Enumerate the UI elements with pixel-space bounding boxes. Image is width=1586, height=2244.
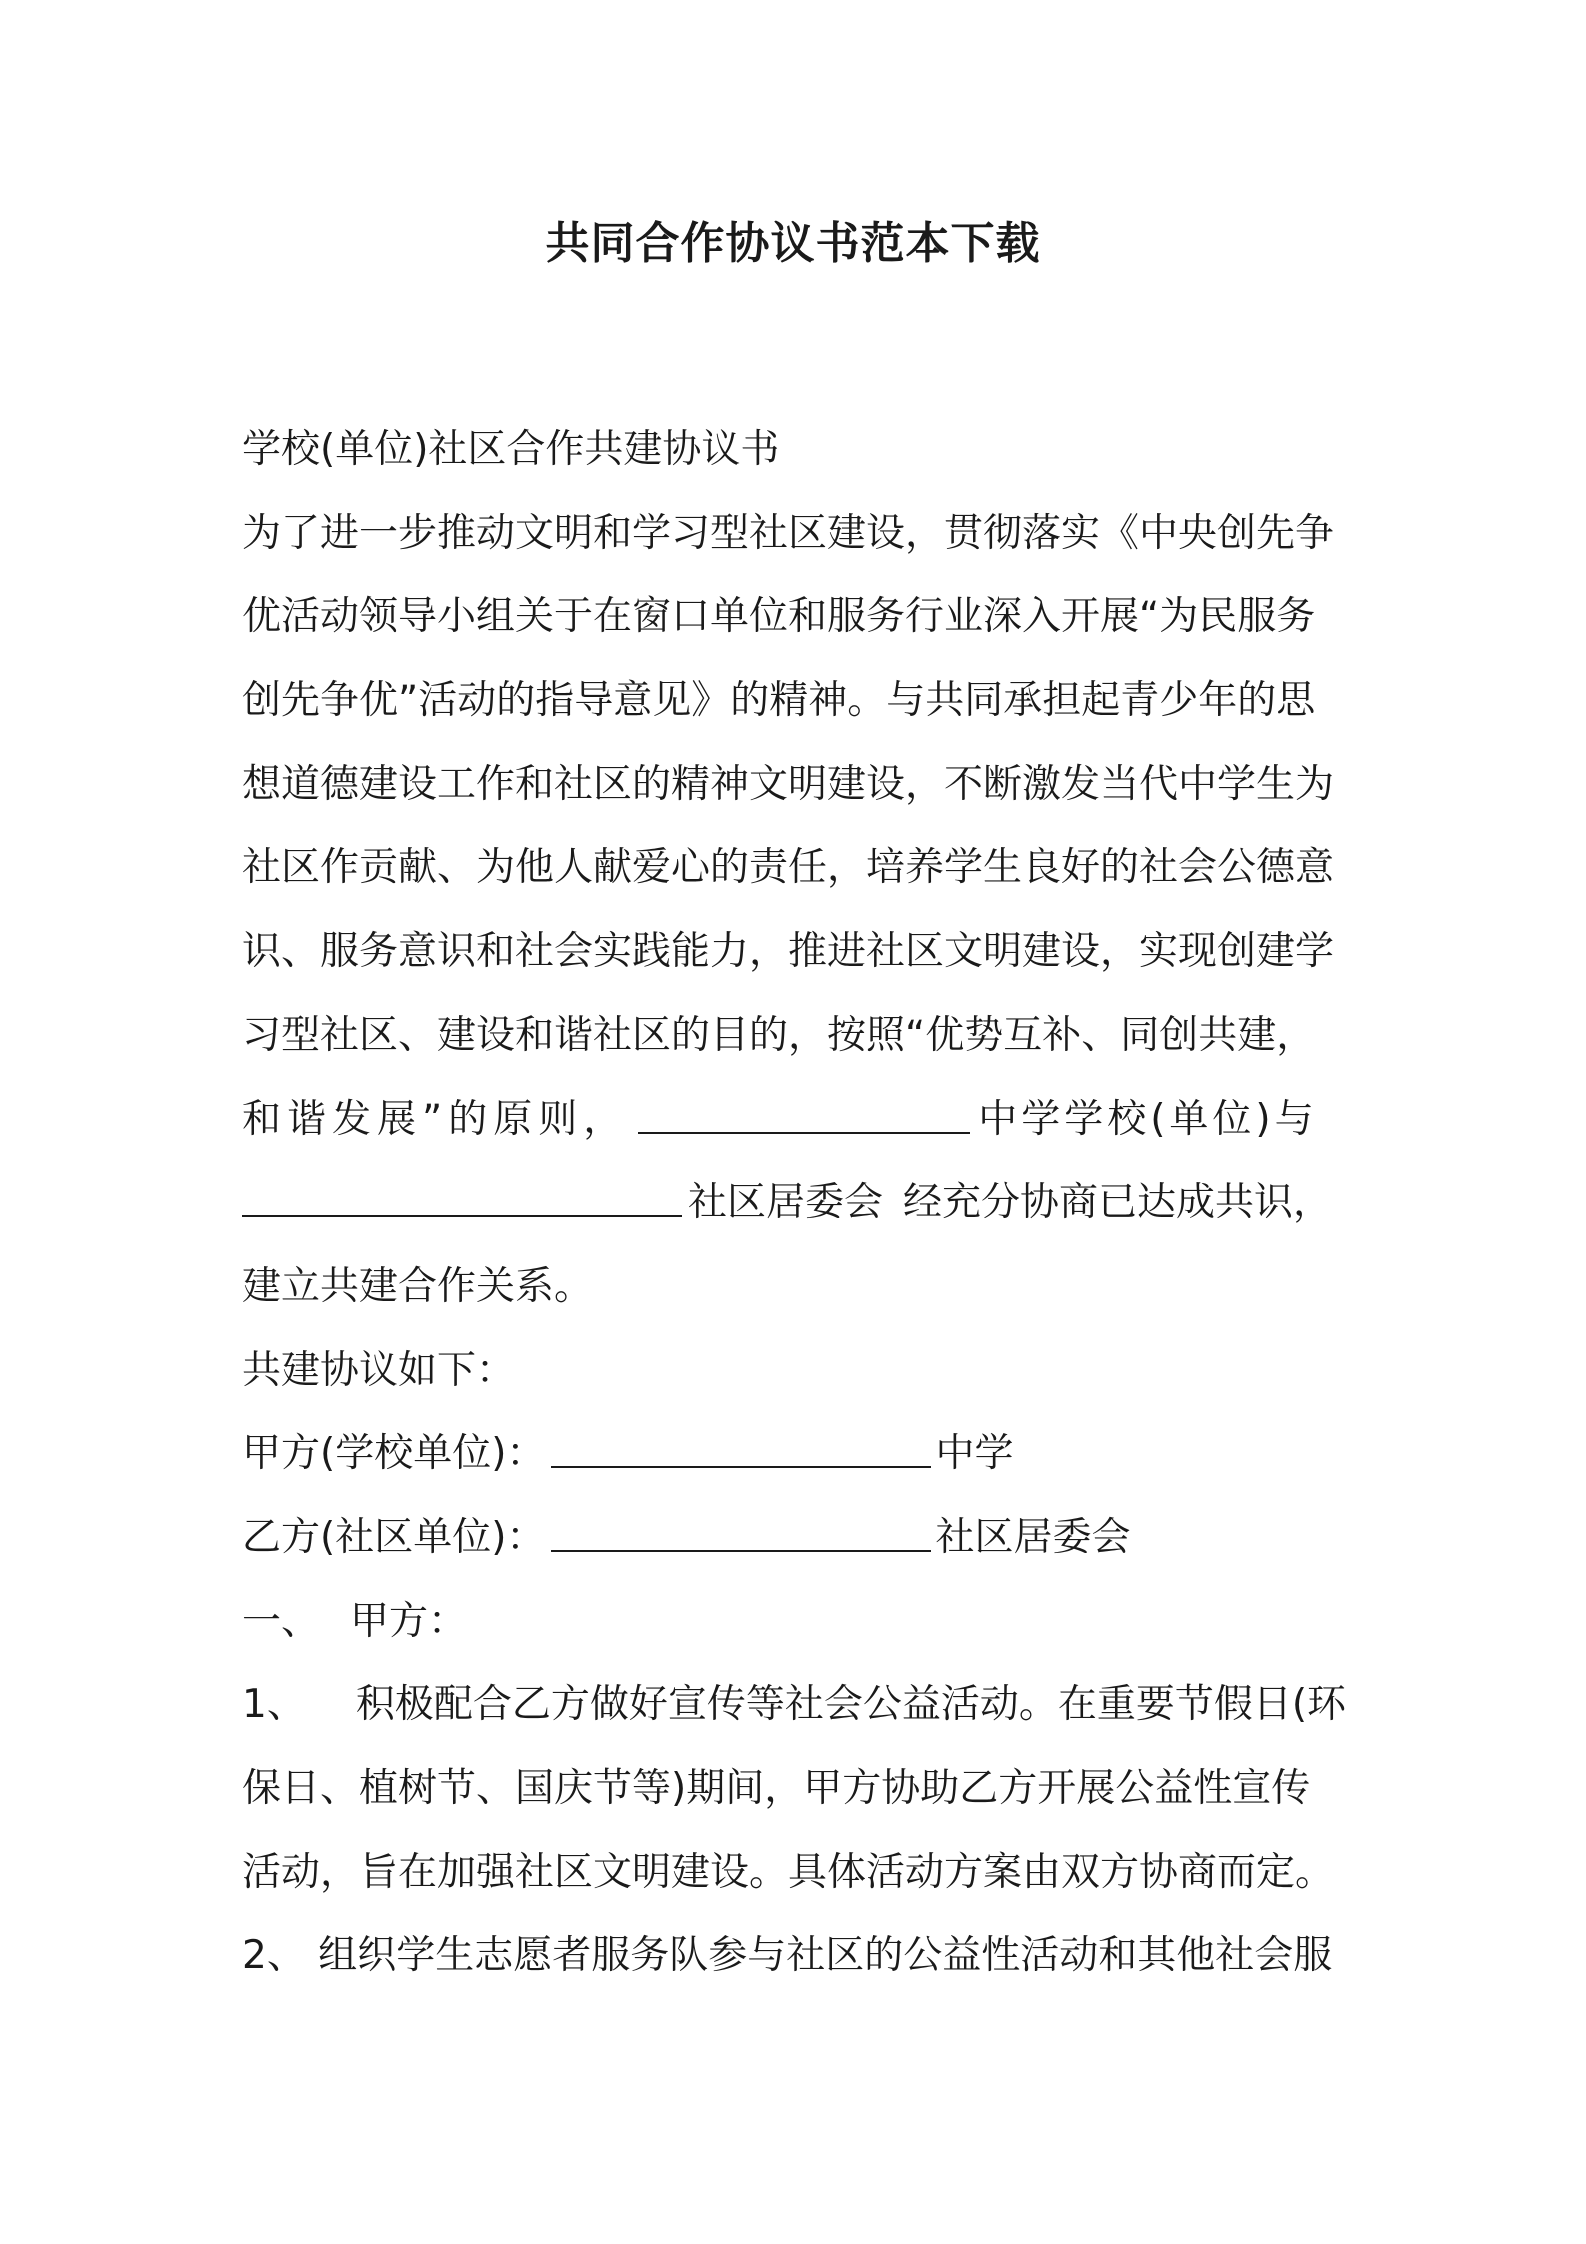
consensus-text: 经充分协商已达成共识，: [903, 1180, 1333, 1226]
party-a-blank: [551, 1432, 931, 1468]
paragraph-line-9: [242, 1161, 1352, 1245]
school-name-blank: [638, 1098, 970, 1134]
paragraph-line-3: 创先争优”活动的指导意见》的精神。与共同承担起青少年的思: [242, 678, 1316, 724]
paragraph-line-8: [242, 1078, 1352, 1162]
paragraph-line-1: 为了进一步推动文明和学习型社区建设，贯彻落实《中央创先争: [242, 510, 1335, 556]
principle-text: 和谐发展”的原则，: [242, 1096, 629, 1142]
item-1-number: 1、: [242, 1682, 306, 1728]
party-a-line: [242, 1412, 1352, 1496]
community-name-blank: [242, 1181, 682, 1217]
agreement-intro: 共建协议如下：: [242, 1347, 516, 1393]
document-title: 共同合作协议书范本下载: [545, 218, 1041, 269]
section-one-number: 一、: [242, 1598, 321, 1644]
paragraph-line-10: 建立共建合作关系。: [242, 1263, 594, 1309]
school-suffix-text: 中学学校(单位)与: [978, 1096, 1318, 1142]
item-2-line-1: 2、 组织学生志愿者服务队参与社区的公益性活动和其他社会服: [242, 1933, 1333, 1979]
section-one-label: 甲方：: [350, 1598, 468, 1644]
paragraph-line-5: 社区作贡献、为他人献爱心的责任，培养学生良好的社会公德意: [242, 845, 1335, 891]
paragraph-line-6: 识、服务意识和社会实践能力，推进社区文明建设，实现创建学: [242, 929, 1335, 975]
subtitle: 学校(单位)社区合作共建协议书: [242, 427, 780, 472]
item-1-text: 积极配合乙方做好宣传等社会公益活动。在重要节假日(环: [355, 1682, 1347, 1728]
party-b-label: 乙方(社区单位)：: [242, 1514, 546, 1560]
party-a-suffix: 中学: [935, 1431, 1014, 1477]
item-1-line-2: 保日、植树节、国庆节等)期间，甲方协助乙方开展公益性宣传: [242, 1766, 1311, 1811]
section-one-heading: [242, 1580, 1352, 1664]
committee-text: 社区居委会: [688, 1180, 884, 1226]
party-b-line: [242, 1496, 1352, 1580]
item-1-line-1: [242, 1663, 1352, 1747]
paragraph-line-7: 习型社区、建设和谐社区的目的，按照“优势互补、同创共建，: [242, 1012, 1316, 1058]
party-b-blank: [551, 1516, 931, 1552]
paragraph-line-2: 优活动领导小组关于在窗口单位和服务行业深入开展“为民服务: [242, 594, 1316, 640]
party-b-suffix: 社区居委会: [935, 1514, 1131, 1560]
document-body: [242, 408, 1352, 1998]
party-a-label: 甲方(学校单位)：: [242, 1431, 546, 1477]
item-1-line-3: 活动，旨在加强社区文明建设。具体活动方案由双方协商而定。: [242, 1849, 1335, 1895]
paragraph-line-4: 想道德建设工作和社区的精神文明建设，不断激发当代中学生为: [242, 761, 1335, 807]
